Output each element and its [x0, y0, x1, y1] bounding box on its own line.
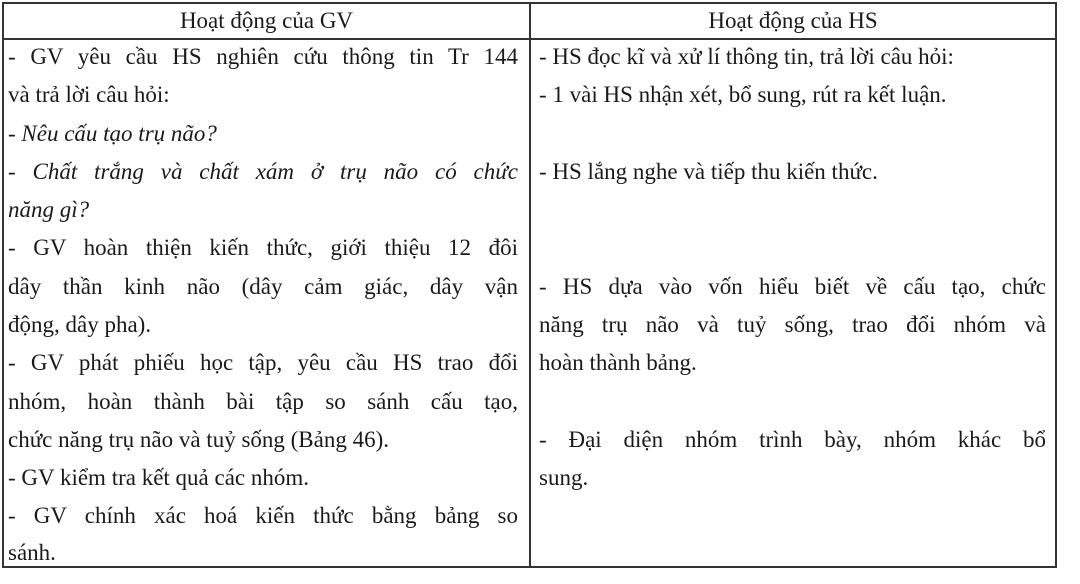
header-hs-activity: Hoạt động của HS: [708, 8, 878, 33]
gv-line-6: - GV hoàn thiện kiến thức, giới thiệu 12 đôi: [8, 235, 518, 260]
hs-line-5: năng trụ não và tuỷ sống, trao đổi nhóm và: [539, 312, 1046, 337]
gv-line-13: - GV chính xác hoá kiến thức bằng bảng so: [8, 503, 518, 528]
gv-line-12: - GV kiểm tra kết quả các nhóm.: [8, 465, 310, 490]
gv-line-1: - GV yêu cầu HS nghiên cứu thông tin Tr 144: [8, 44, 518, 69]
gv-line-2: và trả lời câu hỏi:: [8, 82, 170, 107]
gv-line-14: sánh.: [8, 540, 56, 565]
gv-line-9: - GV phát phiếu học tập, yêu cầu HS trao đổi: [8, 350, 518, 375]
hs-line-8: sung.: [539, 465, 589, 490]
gv-line-11: chức năng trụ não và tuỷ sống (Bảng 46).: [8, 427, 390, 452]
hs-line-7: - Đại diện nhóm trình bày, nhóm khác bổ: [539, 427, 1046, 452]
hs-line-3: - HS lắng nghe và tiếp thu kiến thức.: [539, 159, 878, 184]
gv-question-1: - Nêu cấu tạo trụ não?: [8, 121, 217, 146]
hs-line-2: - 1 vài HS nhận xét, bổ sung, rút ra kết luận.: [539, 82, 947, 107]
hs-line-6: hoàn thành bảng.: [539, 350, 697, 375]
hs-line-1: - HS đọc kĩ và xử lí thông tin, trả lời câu hỏi:: [539, 44, 954, 69]
gv-question-2-cont: năng gì?: [8, 197, 90, 222]
gv-line-7: dây thần kinh não (dây cảm giác, dây vận: [8, 274, 518, 299]
gv-line-8: động, dây pha).: [8, 312, 152, 337]
hs-line-4: - HS dựa vào vốn hiểu biết về cấu tạo, chức: [539, 274, 1046, 299]
activity-table: [2, 2, 1057, 568]
gv-line-10: nhóm, hoàn thành bài tập so sánh cấu tạo,: [8, 389, 518, 414]
gv-question-2: - Chất trắng và chất xám ở trụ não có chức: [8, 159, 518, 184]
column-divider: [529, 4, 531, 566]
header-gv-activity: Hoạt động của GV: [179, 8, 354, 33]
